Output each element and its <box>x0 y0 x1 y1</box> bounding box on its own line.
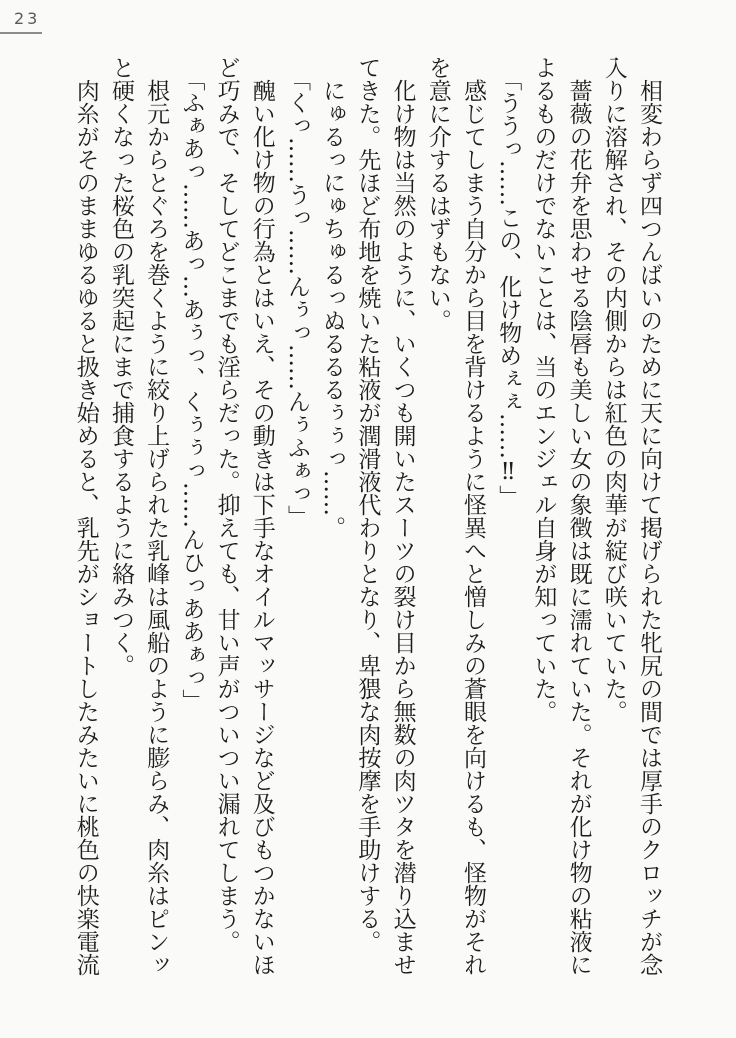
paragraph-narrative: 醜い化け物の行為とはいえ、その動きは下手なオイルマッサージなど及びもつかないほど巧みで、そしてどこまでも淫らだった。抑えても、甘い声がついつい漏れてしまう。 <box>213 56 275 976</box>
text-body <box>68 56 666 982</box>
paragraph-dialogue: 「ううっ……この、化け物めぇぇ……‼」 <box>495 67 522 508</box>
paragraph-narrative: 相変わらず四つんばいのために天に向けて掲げられた牝尻の間では厚手のクロッチが念入りに溶解され、その内側からは紅色の肉華が綻び咲いていた。 <box>600 56 662 976</box>
page-number: 23 <box>14 9 41 28</box>
paragraph-dialogue: 「くっ……うっ……んぅっ……んぅふぁっ」 <box>283 67 310 528</box>
paragraph-dialogue: 「ふぁあっ……あっ…あぅっ、くぅぅっ……んひっああぁっ」 <box>178 67 205 712</box>
paragraph-narrative: にゅるっにゅちゅるっぬるるるぅぅっ……。 <box>319 79 346 539</box>
paragraph-narrative: 化け物は当然のように、いくつも開いたスーツの裂け目から無数の肉ツタを潜り込ませてきた。先ほど布地を焼いた粘液が潤滑液代わりとなり、卑猥な肉按摩を手助けする。 <box>354 56 416 976</box>
paragraph-narrative: 感じてしまう自分から目を背けるように怪異へと憎しみの蒼眼を向けるも、怪物がそれを意に介するはずもない。 <box>424 56 486 976</box>
page-number-rule <box>0 32 42 34</box>
paragraph-narrative: 根元からとぐろを巻くように絞り上げられた乳峰は風船のように膨らみ、肉糸はピンッと硬くなった桜色の乳突起にまで捕食するように絡みつく。 <box>107 56 170 976</box>
paragraph-narrative: 肉糸がそのままゆるゆると扱き始めると、乳先がショートしたみたいに桃色の快楽電流 <box>72 79 99 976</box>
paragraph-narrative: 薔薇の花弁を思わせる陰唇も美しい女の象徴は既に濡れていた。それが化け物の粘液によるものだけでないことは、当のエンジェル自身が知っていた。 <box>530 56 592 976</box>
